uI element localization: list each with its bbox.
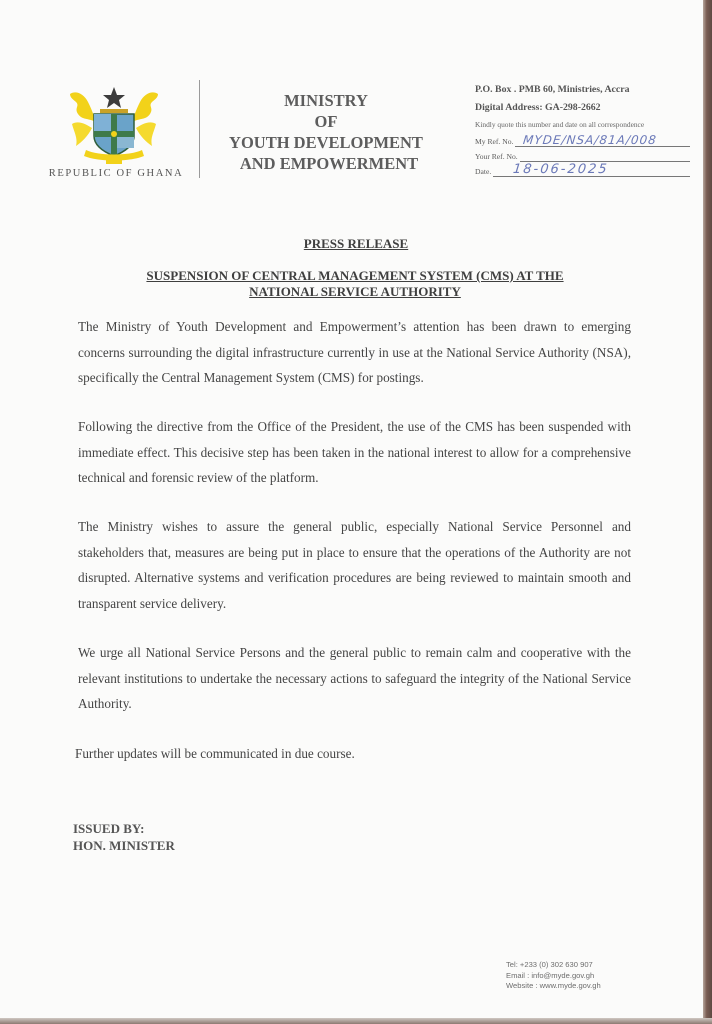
quote-notice: Kindly quote this number and date on all correspondence: [475, 120, 645, 129]
my-ref-row: [475, 132, 690, 147]
ministry-name: [208, 90, 444, 174]
digital-address: Digital Address: GA-298-2662: [475, 102, 601, 113]
subject-line: SUSPENSION OF CENTRAL MANAGEMENT SYSTEM (CMS) AT THE: [146, 268, 564, 283]
ministry-line: OF: [314, 112, 338, 131]
footer-contact: [506, 960, 601, 992]
issuer-block: [73, 820, 175, 854]
my-ref-label: My Ref. No.: [475, 137, 514, 146]
your-ref-label: Your Ref. No.: [475, 152, 518, 161]
country-name: REPUBLIC OF GHANA: [48, 168, 184, 179]
ministry-line: YOUTH DEVELOPMENT: [229, 133, 423, 152]
issued-by-label: ISSUED BY:: [73, 821, 145, 836]
date-field: [493, 162, 690, 177]
footer-email: Email : info@myde.gov.gh: [506, 970, 595, 980]
page-edge: [703, 0, 712, 1024]
date-value: 18-06-2025: [512, 162, 610, 177]
document-subject: [110, 268, 600, 300]
your-ref-field: [520, 147, 690, 162]
paragraph: The Ministry of Youth Development and Empowerment’s attention has been drawn to emerging concerns surrounding the digital infrastructure currently in use at the National Service Authority (NSA), specifically the Central Management System (CMS) for postings.: [78, 319, 631, 385]
subject-line: NATIONAL SERVICE AUTHORITY: [249, 284, 461, 299]
page-bottom-edge: [0, 1018, 712, 1024]
paragraph: Further updates will be communicated in due course.: [75, 746, 355, 761]
contact-block: [475, 84, 690, 177]
header-divider: [199, 80, 200, 178]
your-ref-row: [475, 147, 690, 162]
date-label: Date.: [475, 167, 492, 176]
ministry-line: MINISTRY: [284, 91, 368, 110]
issuer-name: HON. MINISTER: [73, 838, 175, 853]
paragraph: We urge all National Service Persons and the general public to remain calm and cooperative with the relevant institutions to undertake the necessary actions to safeguard the integrity of the National Service Authority.: [78, 645, 631, 711]
ministry-line: AND EMPOWERMENT: [239, 154, 419, 173]
po-box: P.O. Box . PMB 60, Ministries, Accra: [475, 84, 630, 95]
paragraph: Following the directive from the Office of the President, the use of the CMS has been suspended with immediate effect. This decisive step has been taken in the national interest to allow for a comprehensive technical and forensic review of the platform.: [78, 419, 631, 485]
my-ref-field: [515, 132, 690, 147]
paragraph: The Ministry wishes to assure the general public, especially National Service Personnel and stakeholders that, measures are being put in place to ensure that the operations of the Authority are not disrupted. Alternative systems and verification procedures are being reviewed to maintain smooth and transparent service delivery.: [78, 519, 631, 611]
footer-tel: Tel: +233 (0) 302 630 907: [506, 960, 593, 969]
my-ref-value: MYDE/NSA/81A/008: [522, 133, 658, 147]
document-heading: PRESS RELEASE: [303, 236, 409, 251]
ghana-coat-of-arms-icon: [66, 84, 162, 166]
footer-website: Website : www.myde.gov.gh: [506, 981, 601, 990]
date-row: [475, 162, 690, 177]
